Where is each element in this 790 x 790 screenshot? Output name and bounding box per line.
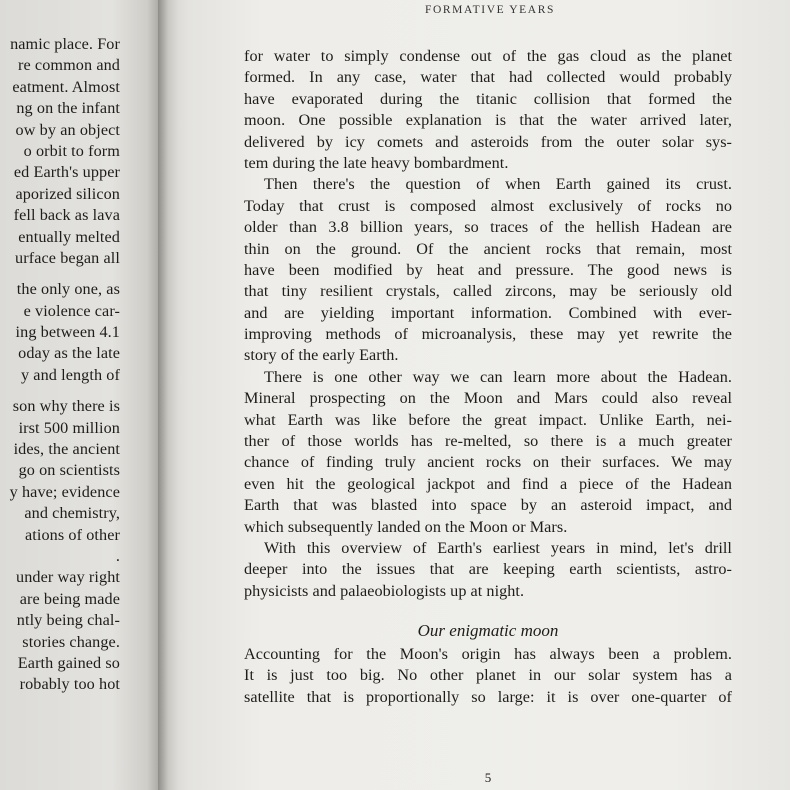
body-line: that tiny resilient crystals, called zircons, may be seriously old [244, 282, 732, 301]
body-line: which subsequently landed on the Moon or Mars. [244, 517, 568, 536]
book-gutter [158, 0, 192, 790]
left-page-line: ides, the ancient [13, 440, 120, 459]
section-body-line: It is just too big. No other planet in our solar system has a [244, 666, 732, 685]
body-line: thin on the ground. Of the ancient rocks that remain, most [244, 239, 732, 258]
left-page-line: re common and [18, 56, 120, 75]
body-line: Today that crust is composed almost exclusively of rocks no [244, 196, 732, 215]
body-line: chance of finding truly ancient rocks on their surfaces. We may [244, 453, 732, 472]
left-page-line: irst 500 million [18, 418, 120, 437]
body-line: for water to simply condense out of the gas cloud as the planet [244, 47, 732, 65]
body-line: what Earth was like before the great impact. Unlike Earth, nei- [244, 410, 732, 429]
body-line: improving methods of microanalysis, these may yet rewrite the [244, 325, 732, 344]
left-page-line: y have; evidence [9, 482, 120, 501]
left-page-line: y and length of [20, 365, 120, 384]
left-page-line: eatment. Almost [12, 77, 120, 96]
running-head: FORMATIVE YEARS [425, 4, 555, 16]
body-line: moon. One possible explanation is that the water arrived later, [244, 111, 732, 130]
body-line: There is one other way we can learn more about the Hadean. [264, 367, 732, 386]
body-line: Earth that was blasted into space by an asteroid impact, and [244, 496, 732, 515]
body-line: even hit the geological jackpot and find a piece of the Hadean [244, 474, 732, 493]
left-page-line: ng on the infant [16, 99, 120, 118]
left-page-line: urface began all [15, 248, 120, 267]
body-line: delivered by icy comets and asteroids from the outer solar sys- [244, 132, 732, 151]
left-page-line: . [115, 546, 120, 565]
left-page-line: namic place. For [10, 35, 120, 53]
left-page-gap [0, 386, 120, 396]
section-body-text [244, 644, 732, 708]
left-page-line: and chemistry, [24, 504, 120, 523]
body-line: formed. In any case, water that had collected would probably [244, 68, 732, 87]
body-line: older than 3.8 billion years, so traces of the hellish Hadean are [244, 218, 732, 237]
left-page [0, 0, 160, 790]
body-line: physicists and palaeobiologists up at night. [244, 581, 525, 600]
left-page-line: entually melted [18, 227, 120, 246]
left-page-line: Earth gained so [17, 653, 120, 672]
body-line: tem during the late heavy bombardment. [244, 153, 509, 172]
left-page-line: robably too hot [19, 675, 120, 694]
body-text [244, 46, 732, 602]
left-page-line: ations of other [24, 525, 120, 544]
body-line: Then there's the question of when Earth gained its crust. [264, 175, 732, 194]
body-line: Mineral prospecting on the Moon and Mars could also reveal [244, 389, 732, 408]
left-page-line: go on scientists [18, 461, 120, 480]
left-page-gap [0, 269, 120, 279]
body-line: story of the early Earth. [244, 346, 399, 365]
left-page-line: are being made [19, 589, 120, 608]
left-page-line: the only one, as [16, 280, 120, 299]
body-line: have been modified by heat and pressure. The good news is [244, 260, 732, 279]
page-number: 5 [484, 770, 492, 785]
left-page-line: under way right [16, 568, 120, 587]
body-line: and are yielding important information. Combined with ever- [244, 303, 732, 322]
body-line: deeper into the issues that are keeping earth scientists, astro- [244, 560, 732, 579]
left-page-line: ow by an object [15, 120, 120, 139]
left-page-line: oday as the late [18, 344, 120, 363]
left-page-line: ing between 4.1 [15, 323, 120, 342]
left-page-line: fell back as lava [13, 206, 120, 225]
left-page-line: stories change. [22, 632, 120, 651]
left-page-text [0, 34, 120, 696]
left-page-line: aporized silicon [15, 184, 120, 203]
left-page-line: o orbit to form [23, 141, 120, 160]
section-body-line: satellite that is proportionally so large: it is over one-quarter of [244, 687, 732, 706]
body-line: have evaporated during the titanic collision that formed the [244, 89, 732, 108]
section-body-line: Accounting for the Moon's origin has always been a problem. [244, 645, 732, 663]
left-page-line: e violence car- [23, 301, 120, 320]
left-page-line: son why there is [12, 397, 120, 416]
body-line: With this overview of Earth's earliest years in mind, let's drill [264, 538, 732, 557]
left-page-line: ed Earth's upper [13, 163, 120, 182]
body-line: ther of those worlds has re-melted, so there is a much greater [244, 432, 732, 451]
left-page-line: ntly being chal- [16, 611, 120, 630]
section-heading: Our enigmatic moon [417, 621, 559, 640]
